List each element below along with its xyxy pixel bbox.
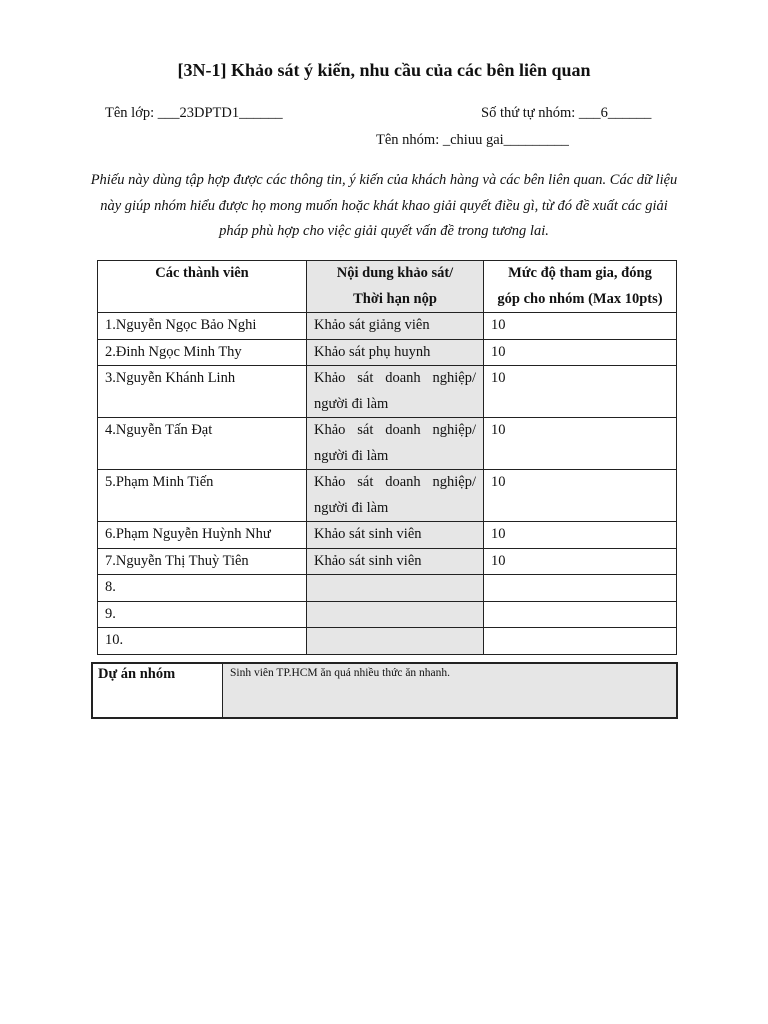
survey-content: Khảo sát sinh viên bbox=[307, 548, 484, 575]
header-survey-content: Nội dung khảo sát/ Thời hạn nộp bbox=[307, 261, 484, 313]
survey-content: Khảo sát doanh nghiệp/ người đi làm bbox=[307, 418, 484, 470]
contribution-score bbox=[484, 628, 677, 655]
member-name: 6.Phạm Nguyễn Huỳnh Như bbox=[98, 522, 307, 549]
table-row bbox=[98, 628, 677, 655]
survey-content bbox=[307, 575, 484, 602]
table-row bbox=[98, 418, 677, 470]
member-name: 10. bbox=[98, 628, 307, 655]
class-name-field: Tên lớp: ___23DPTD1______ bbox=[105, 105, 283, 121]
intro-paragraph: Phiếu này dùng tập hợp được các thông tin, ý kiến của khách hàng và các bên liên quan. Các dữ liệu này giúp nhóm hiểu được họ mong muốn hoặc khát khao giải quyết điều gì, từ đó đề xuất các giải pháp phù hợp cho việc giải quyết vấn đề trong tương lai. bbox=[90, 172, 678, 239]
survey-content: Khảo sát doanh nghiệp/ người đi làm bbox=[307, 366, 484, 418]
members-table bbox=[97, 260, 677, 655]
table-row bbox=[98, 548, 677, 575]
survey-content bbox=[307, 628, 484, 655]
contribution-score: 10 bbox=[484, 366, 677, 418]
member-name: 7.Nguyễn Thị Thuỳ Tiên bbox=[98, 548, 307, 575]
survey-content: Khảo sát doanh nghiệp/ người đi làm bbox=[307, 470, 484, 522]
contribution-score: 10 bbox=[484, 548, 677, 575]
table-row bbox=[98, 313, 677, 340]
table-row bbox=[98, 366, 677, 418]
table-row bbox=[98, 470, 677, 522]
survey-content bbox=[307, 601, 484, 628]
header-members: Các thành viên bbox=[98, 261, 307, 313]
member-name: 4.Nguyễn Tấn Đạt bbox=[98, 418, 307, 470]
survey-content: Khảo sát phụ huynh bbox=[307, 339, 484, 366]
survey-content: Khảo sát giảng viên bbox=[307, 313, 484, 340]
member-name: 3.Nguyễn Khánh Linh bbox=[98, 366, 307, 418]
project-label: Dự án nhóm bbox=[93, 664, 223, 717]
contribution-score bbox=[484, 601, 677, 628]
document-title: [3N-1] Khảo sát ý kiến, nhu cầu của các bên liên quan bbox=[177, 60, 591, 80]
contribution-score: 10 bbox=[484, 339, 677, 366]
contribution-score: 10 bbox=[484, 470, 677, 522]
table-row bbox=[98, 601, 677, 628]
project-box bbox=[91, 662, 678, 719]
table-header-row bbox=[98, 261, 677, 313]
member-name: 8. bbox=[98, 575, 307, 602]
header-contribution: Mức độ tham gia, đóng góp cho nhóm (Max 10pts) bbox=[484, 261, 677, 313]
contribution-score bbox=[484, 575, 677, 602]
contribution-score: 10 bbox=[484, 313, 677, 340]
contribution-score: 10 bbox=[484, 522, 677, 549]
group-name-field: Tên nhóm: _chiuu gai_________ bbox=[376, 132, 569, 148]
member-name: 5.Phạm Minh Tiến bbox=[98, 470, 307, 522]
survey-content: Khảo sát sinh viên bbox=[307, 522, 484, 549]
project-description: Sinh viên TP.HCM ăn quá nhiều thức ăn nhanh. bbox=[223, 664, 676, 717]
contribution-score: 10 bbox=[484, 418, 677, 470]
table-row bbox=[98, 575, 677, 602]
table-row bbox=[98, 522, 677, 549]
table-row bbox=[98, 339, 677, 366]
member-name: 9. bbox=[98, 601, 307, 628]
member-name: 2.Đinh Ngọc Minh Thy bbox=[98, 339, 307, 366]
group-number-field: Số thứ tự nhóm: ___6______ bbox=[481, 105, 652, 121]
member-name: 1.Nguyễn Ngọc Bảo Nghi bbox=[98, 313, 307, 340]
